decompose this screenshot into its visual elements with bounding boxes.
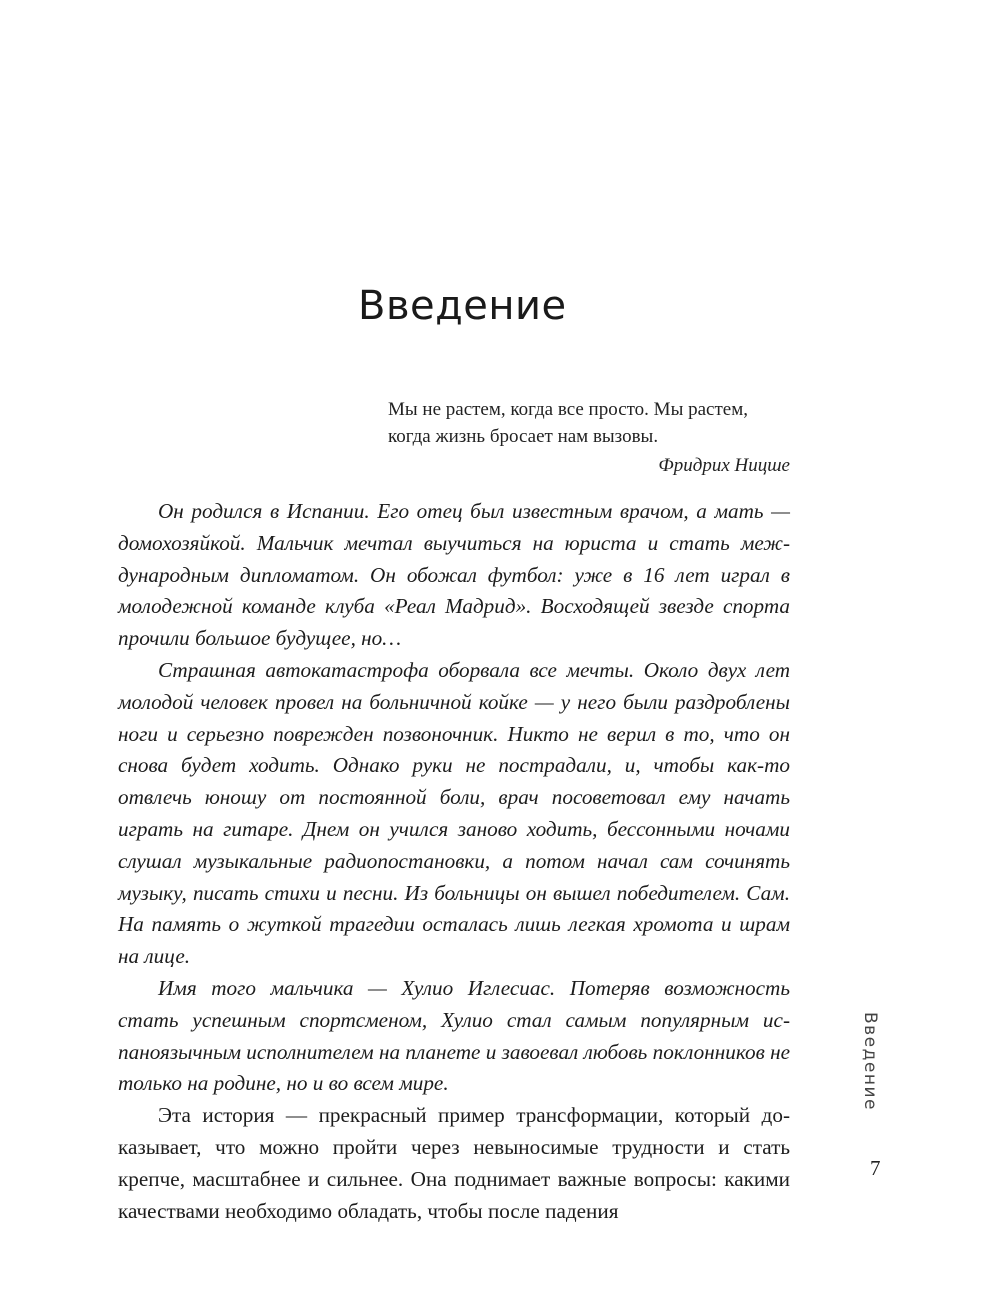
epigraph-quote: Мы не растем, когда все просто. Мы растем, когда жизнь бросает нам вызовы. — [388, 399, 748, 447]
paragraph: Страшная автокатастрофа оборвала все мечты. Около двух лет молодой человек провел на больничной койке — у него были раздроблены ноги и серьезно поврежден позвоночник. Никто не верил в то, что он снова будет ходить. Однако руки не пострадали, и, чтобы как-то отвлечь юношу от постоянной боли, врач посоветовал ему начать играть на гитаре. Днем он учился заново ходить, бессонными ночами слушал музыкальные радиопостановки, а потом начал сам сочинять музыку, писать стихи и песни. Из больницы он вышел победителем. Сам. На память о жуткой трагедии осталась лишь легкая хромота и шрам на лице. — [118, 657, 790, 969]
page-number: 7 — [870, 1156, 881, 1180]
running-head: Введение — [860, 1012, 880, 1111]
epigraph — [388, 396, 790, 479]
epigraph-author: Фридрих Ницше — [658, 455, 790, 476]
chapter-title: Введение — [358, 283, 567, 329]
paragraph: Эта история — прекрасный пример трансформации, который доказывает, что можно пройти через невыносимые трудности и стать крепче, масштабнее и сильнее. Она поднимает важные вопросы: какими качествами необходимо обладать, чтобы после падения — [118, 1103, 790, 1223]
paragraph: Он родился в Испании. Его отец был известным врачом, а мать — домохозяйкой. Мальчик мечтал выучиться на юриста и стать международным дипломатом. Он обожал футбол: уже в 16 лет играл в молодежной команде клуба «Реал Мадрид». Восходящей звезде спорта прочили большое будущее, но… — [118, 499, 790, 651]
body-text — [118, 496, 790, 1227]
paragraph: Имя того мальчика — Хулио Иглесиас. Потеряв возможность стать успешным спортсменом, Хулио стал самым популярным испаноязычным исполнителем на планете и завоевал любовь поклонников не только на родине, но и во всем мире. — [118, 975, 790, 1096]
